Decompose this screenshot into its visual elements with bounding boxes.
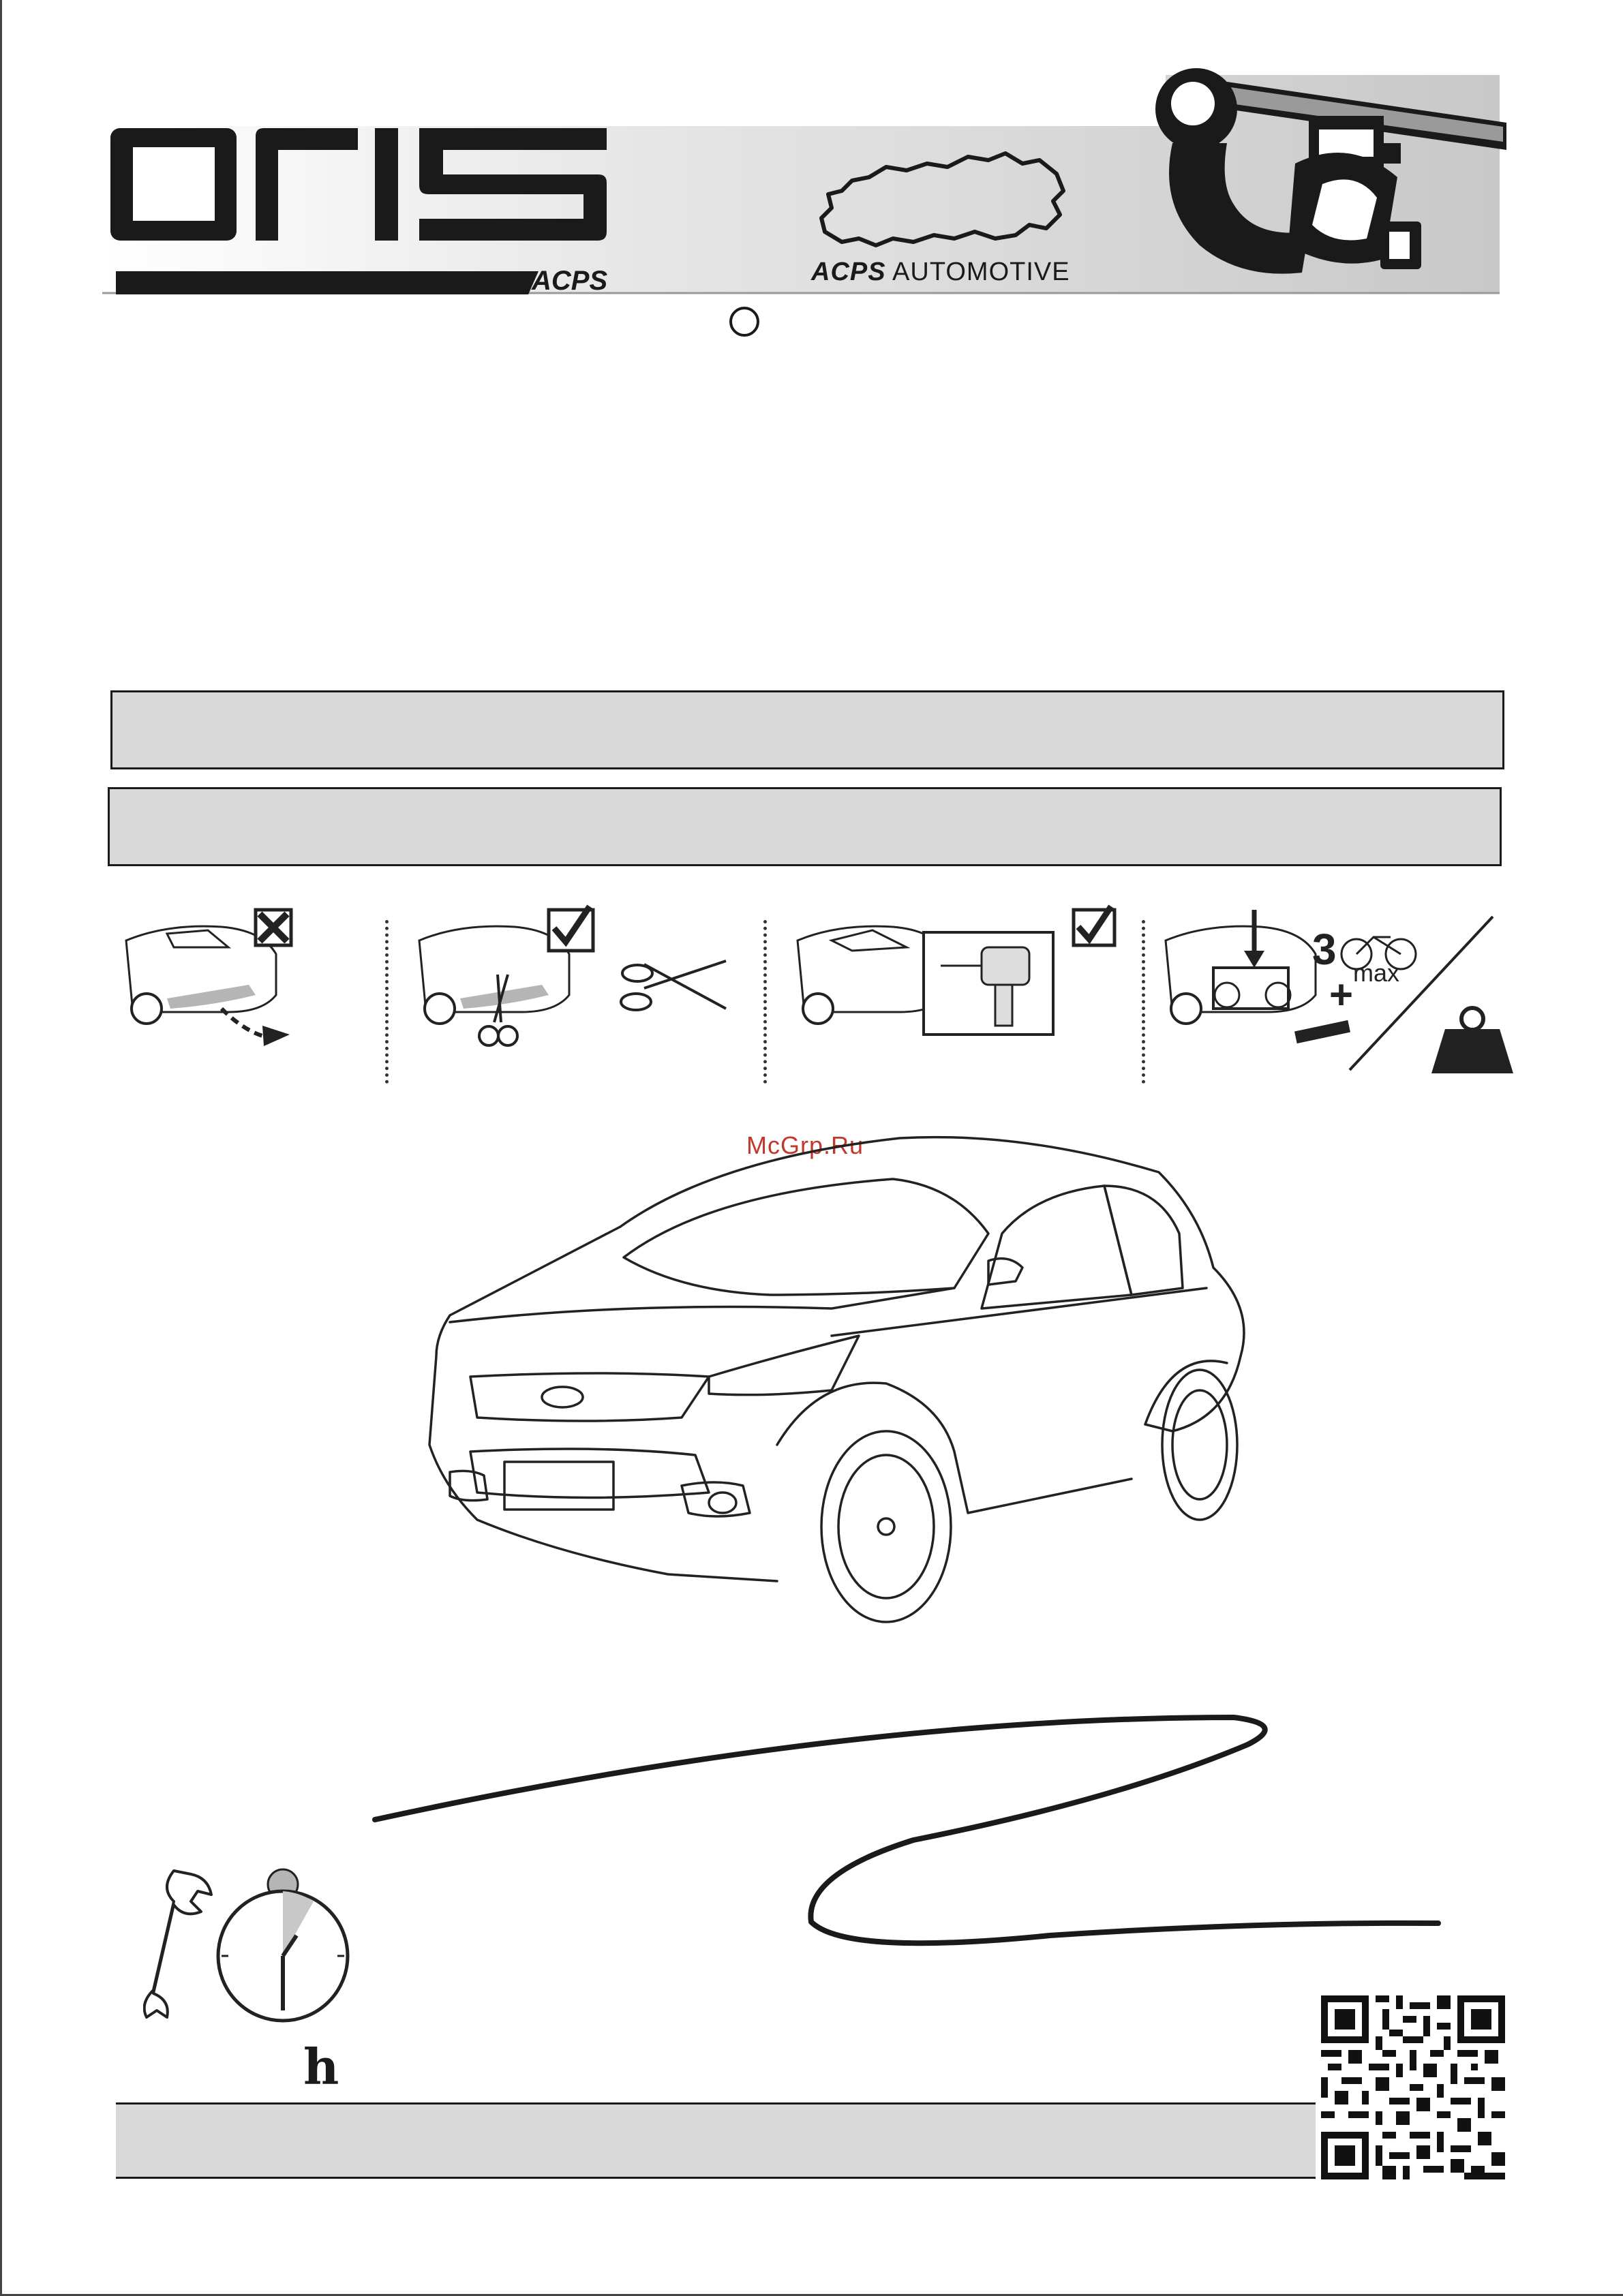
brand-sub-label: ACPS — [532, 266, 608, 296]
model-title-bar — [110, 690, 1504, 769]
pictogram-bike-carrier — [1159, 900, 1513, 1084]
plus-sign: + — [1329, 972, 1354, 1017]
car-illustration — [423, 1131, 1254, 1636]
qr-code[interactable] — [1321, 1995, 1505, 2179]
wiring-cable-illustration — [368, 1704, 1445, 1976]
fitting-time-unit: h — [303, 2038, 339, 2096]
stopwatch-icon — [211, 1867, 354, 2024]
company-name-rest: AUTOMOTIVE — [892, 258, 1070, 286]
wrench-icon — [143, 1867, 218, 2024]
company-name — [811, 258, 1070, 287]
bike-count: 3 — [1312, 925, 1337, 974]
page-frame-left — [0, 0, 2, 2296]
pictogram-separator — [1142, 920, 1145, 1084]
towbar-illustration — [1152, 61, 1506, 313]
watermark-text: McGrp.Ru — [746, 1131, 864, 1159]
russia-map-icon — [811, 143, 1077, 252]
pictogram-separator — [385, 920, 389, 1084]
pictogram-drilling — [791, 900, 1132, 1084]
pictogram-bumper-cut — [412, 900, 746, 1084]
company-name-bold: ACPS — [811, 258, 886, 286]
pictogram-separator — [763, 920, 767, 1084]
bike-max-label: max — [1353, 959, 1400, 987]
indicator-circle — [729, 307, 759, 337]
footer-bar — [116, 2102, 1316, 2179]
pictogram-no-bumper-cut — [119, 900, 317, 1084]
reference-title-bar — [108, 787, 1502, 866]
